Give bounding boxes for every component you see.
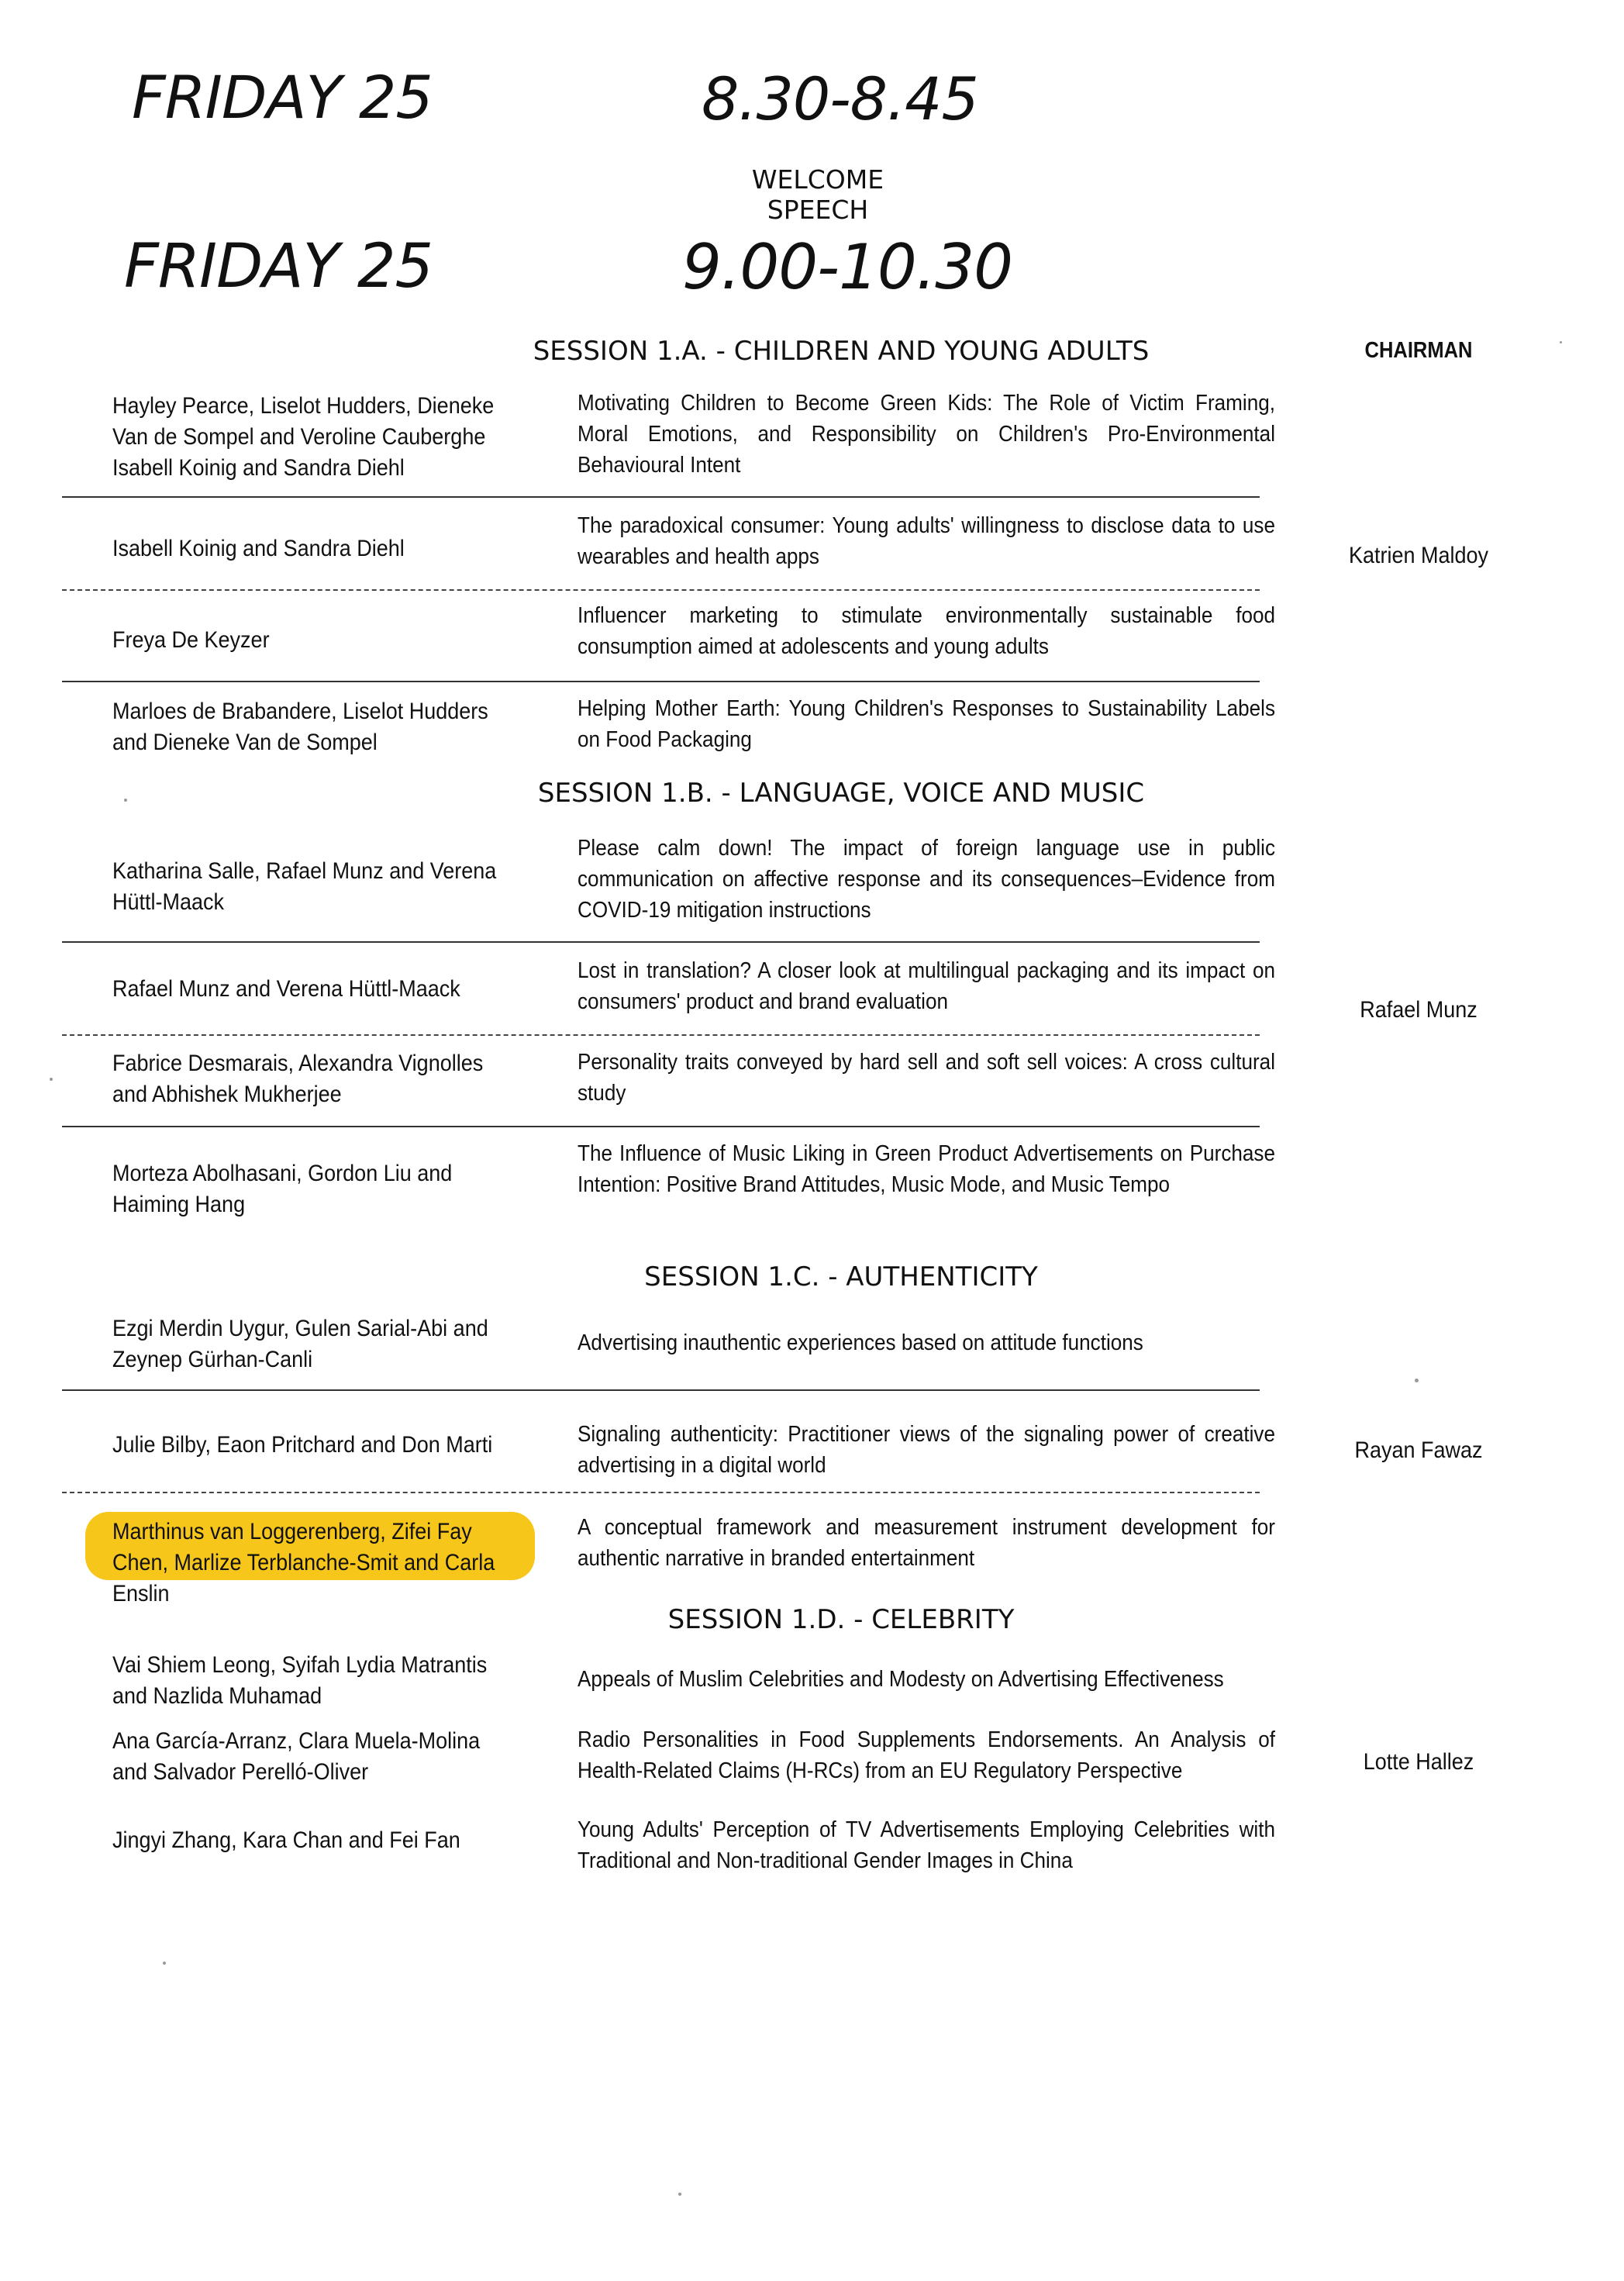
session-title-1b: SESSION 1.B. - LANGUAGE, VOICE AND MUSIC bbox=[537, 778, 1145, 809]
paper-title: Motivating Children to Become Green Kids: The Role of Victim Framing, Moral Emotions, and Responsibility on Children's Pro-Environmental Behavioural Intent bbox=[578, 391, 1275, 478]
paper-authors: Freya De Keyzer bbox=[112, 627, 270, 653]
paper-authors-highlighted: Marthinus van Loggerenberg, Zifei Fay Chen, Marlize Terblanche-Smit and Carla Enslin bbox=[112, 1519, 495, 1606]
row-divider bbox=[62, 681, 1260, 682]
session-title-1a: SESSION 1.A. - CHILDREN AND YOUNG ADULTS bbox=[533, 336, 1150, 367]
paper-authors: Katharina Salle, Rafael Munz and Verena Hüttl-Maack bbox=[112, 858, 497, 915]
paper-title: Appeals of Muslim Celebrities and Modesty on Advertising Effectiveness bbox=[578, 1667, 1224, 1692]
scan-speck bbox=[1415, 1379, 1419, 1382]
day-heading-2: FRIDAY 25 bbox=[124, 232, 433, 302]
paper-authors: Rafael Munz and Verena Hüttl-Maack bbox=[112, 976, 460, 1002]
paper-authors: Jingyi Zhang, Kara Chan and Fei Fan bbox=[112, 1827, 460, 1853]
scan-speck bbox=[163, 1962, 166, 1965]
row-divider bbox=[62, 589, 1260, 591]
row-divider bbox=[62, 1126, 1260, 1127]
paper-authors: Ezgi Merdin Uygur, Gulen Sarial-Abi and Zeynep Gürhan-Canli bbox=[112, 1316, 488, 1372]
paper-authors: Isabell Koinig and Sandra Diehl bbox=[112, 536, 405, 561]
session-chair-1c: Rayan Fawaz bbox=[1354, 1437, 1483, 1463]
paper-title: Signaling authenticity: Practitioner views of the signaling power of creative advertising in a digital world bbox=[578, 1422, 1275, 1478]
paper-title: Advertising inauthentic experiences based on attitude functions bbox=[578, 1330, 1143, 1355]
row-divider bbox=[62, 496, 1260, 498]
session-chair-1d: Lotte Hallez bbox=[1363, 1749, 1474, 1775]
paper-authors: Ana García-Arranz, Clara Muela-Molina and Salvador Perelló-Oliver bbox=[112, 1728, 481, 1785]
paper-title: A conceptual framework and measurement instrument development for authentic narrative in branded entertainment bbox=[578, 1515, 1275, 1571]
paper-authors: Fabrice Desmarais, Alexandra Vignolles and Abhishek Mukherjee bbox=[112, 1051, 484, 1107]
paper-title: Young Adults' Perception of TV Advertisements Employing Celebrities with Traditional and Non-traditional Gender Images in China bbox=[578, 1817, 1275, 1873]
session-title-1d: SESSION 1.D. - CELEBRITY bbox=[667, 1604, 1015, 1635]
day-heading-1: FRIDAY 25 bbox=[132, 63, 433, 132]
row-divider bbox=[62, 1389, 1260, 1391]
time-heading-2: 9.00-10.30 bbox=[682, 231, 1013, 303]
scan-speck bbox=[678, 2193, 681, 2196]
session-title-1c: SESSION 1.C. - AUTHENTICITY bbox=[644, 1261, 1038, 1292]
paper-authors: Marloes de Brabandere, Liselot Hudders and Dieneke Van de Sompel bbox=[112, 699, 488, 755]
paper-title: Personality traits conveyed by hard sell and soft sell voices: A cross cultural study bbox=[578, 1050, 1275, 1106]
chairman-column-label: CHAIRMAN bbox=[1364, 338, 1473, 363]
scan-speck bbox=[1560, 341, 1562, 343]
session-chair-1a: Katrien Maldoy bbox=[1348, 543, 1489, 568]
paper-authors: Vai Shiem Leong, Syifah Lydia Matrantis and Nazlida Muhamad bbox=[112, 1652, 488, 1709]
scan-speck bbox=[124, 799, 127, 802]
row-divider bbox=[62, 1492, 1260, 1493]
row-divider bbox=[62, 1034, 1260, 1036]
paper-authors: Morteza Abolhasani, Gordon Liu and Haiming Hang bbox=[112, 1161, 453, 1217]
paper-title: Lost in translation? A closer look at multilingual packaging and its impact on consumers' product and brand evaluation bbox=[578, 958, 1275, 1014]
welcome-speech-label: WELCOME SPEECH bbox=[751, 164, 884, 225]
paper-authors: Hayley Pearce, Liselot Hudders, Dieneke Van de Sompel and Veroline Cauberghe Isabell Koinig and Sandra Diehl bbox=[112, 393, 495, 481]
paper-title: Helping Mother Earth: Young Children's Responses to Sustainability Labels on Food Packaging bbox=[578, 696, 1275, 752]
paper-title: Radio Personalities in Food Supplements Endorsements. An Analysis of Health-Related Claims (H-RCs) from an EU Regulatory Perspective bbox=[578, 1727, 1275, 1783]
time-heading-1: 8.30-8.45 bbox=[702, 64, 978, 133]
session-chair-1b: Rafael Munz bbox=[1360, 997, 1477, 1023]
paper-title: Influencer marketing to stimulate environmentally sustainable food consumption aimed at adolescents and young adults bbox=[578, 603, 1275, 659]
paper-title: The paradoxical consumer: Young adults' willingness to disclose data to use wearables and health apps bbox=[578, 513, 1275, 569]
paper-title: Please calm down! The impact of foreign language use in public communication on affective response and its consequences–Evidence from COVID-19 mitigation instructions bbox=[578, 836, 1275, 923]
row-divider bbox=[62, 941, 1260, 943]
paper-title: The Influence of Music Liking in Green Product Advertisements on Purchase Intention: Positive Brand Attitudes, Music Mode, and Music Tempo bbox=[578, 1141, 1275, 1197]
scan-speck bbox=[50, 1078, 53, 1081]
paper-authors: Julie Bilby, Eaon Pritchard and Don Marti bbox=[112, 1432, 493, 1458]
